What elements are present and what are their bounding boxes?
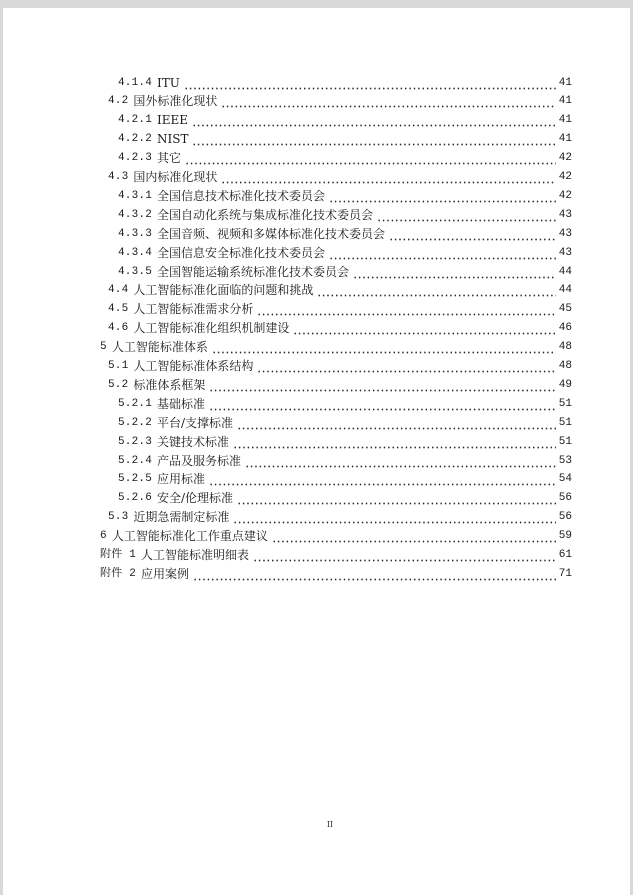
toc-entry-title: 国外标准化现状	[133, 94, 218, 109]
toc-entry-page: 53	[558, 454, 572, 467]
toc-entry	[108, 376, 572, 395]
toc-entry-title: 人工智能标准体系	[111, 340, 208, 355]
toc-entry-title: ITU	[157, 75, 180, 90]
toc-entry-page: 42	[558, 152, 572, 165]
toc-entry-title: 全国信息安全标准化技术委员会	[157, 245, 326, 260]
dot-leader	[185, 149, 556, 168]
toc-entry-page: 44	[558, 265, 572, 278]
toc-entry	[100, 565, 572, 584]
toc-entry	[118, 452, 572, 471]
toc-entry	[108, 281, 572, 300]
toc-entry-number: 4.3.3	[118, 227, 153, 240]
toc-entry	[118, 74, 572, 93]
toc-entry-page: 61	[558, 549, 572, 561]
dot-leader	[221, 168, 555, 187]
toc-entry-number: 5.2.6	[118, 492, 153, 505]
toc-entry	[118, 489, 572, 508]
toc-entry-page: 43	[558, 208, 572, 221]
toc-entry	[108, 168, 572, 187]
toc-entry-number: 4.6	[108, 322, 129, 335]
toc-entry	[118, 111, 572, 130]
toc-entry-number: 4.3.5	[118, 265, 153, 278]
dot-leader	[245, 452, 556, 471]
toc-entry-page: 49	[558, 378, 572, 391]
dot-leader	[193, 565, 556, 584]
toc-entry	[100, 546, 572, 565]
toc-entry-number: 4.3.1	[118, 189, 153, 202]
toc-entry-title: 国内标准化现状	[133, 170, 218, 184]
toc-entry	[118, 225, 572, 244]
toc-entry-page: 44	[558, 284, 572, 297]
toc-entry-number: 6	[100, 530, 107, 543]
toc-entry-page: 56	[558, 492, 572, 505]
dot-leader	[209, 395, 556, 414]
dot-leader	[233, 433, 556, 452]
toc-entry-number: 4.3.2	[118, 208, 153, 221]
toc-entry-title: 人工智能标准体系结构	[133, 359, 254, 373]
toc-entry	[118, 470, 572, 489]
toc-entry-page: 59	[558, 530, 572, 543]
dot-leader	[329, 187, 556, 206]
toc-entry-title: 近期急需制定标准	[133, 510, 230, 525]
toc-entry-page: 51	[558, 416, 572, 429]
dot-leader	[253, 546, 556, 565]
toc-entry-title: 全国信息技术标准化技术委员会	[157, 188, 326, 203]
dot-leader	[257, 300, 555, 319]
toc-entry-number: 5	[100, 341, 107, 354]
dot-leader	[221, 92, 555, 111]
toc-entry	[118, 433, 572, 452]
dot-leader	[293, 319, 555, 338]
toc-entry-number: 4.2.1	[118, 114, 153, 127]
toc-entry-title: 人工智能标准化组织机制建设	[133, 321, 290, 336]
toc-entry-title: IEEE	[157, 113, 189, 128]
toc-entry-number: 5.1	[108, 360, 129, 372]
dot-leader	[353, 263, 556, 282]
toc-entry-number: 4.5	[108, 303, 129, 316]
toc-entry	[118, 187, 572, 206]
toc-entry-page: 43	[558, 227, 572, 240]
toc-entry-title: 其它	[157, 151, 182, 166]
toc-entry-title: 产品及服务标准	[157, 453, 242, 468]
toc-entry-page: 71	[558, 567, 572, 580]
toc-entry-page: 48	[558, 341, 572, 354]
toc-entry-number: 附件 2	[100, 567, 137, 580]
dot-leader	[257, 357, 555, 376]
toc-entry-title: 人工智能标准化面临的问题和挑战	[133, 283, 314, 298]
toc-entry-number: 4.2.2	[118, 133, 153, 146]
page-number: II	[326, 820, 334, 829]
toc-entry	[100, 527, 572, 546]
toc-entry-page: 51	[558, 435, 572, 448]
toc-entry-title: 应用标准	[157, 472, 206, 487]
toc-entry-page: 56	[558, 511, 572, 524]
toc-entry	[108, 508, 572, 527]
toc-entry-title: NIST	[157, 132, 189, 147]
toc-entry	[118, 206, 572, 225]
toc-entry	[118, 395, 572, 414]
toc-entry-page: 42	[558, 171, 572, 183]
toc-entry-page: 43	[558, 246, 572, 259]
dot-leader	[377, 206, 556, 225]
toc-entry-title: 人工智能标准需求分析	[133, 302, 254, 317]
dot-leader	[209, 470, 556, 489]
toc-entry	[108, 92, 572, 111]
toc-entry-number: 5.2	[108, 378, 129, 391]
toc-entry	[100, 338, 572, 357]
toc-entry	[118, 149, 572, 168]
toc-entry-title: 全国自动化系统与集成标准化技术委员会	[157, 207, 374, 222]
dot-leader	[212, 338, 556, 357]
toc-entry-title: 关键技术标准	[157, 434, 230, 449]
toc-entry-title: 平台/支撑标准	[157, 415, 234, 430]
dot-leader	[329, 244, 556, 263]
toc-entry-number: 4.3	[108, 171, 129, 183]
toc-entry	[108, 300, 572, 319]
toc-entry-number: 4.2	[108, 95, 129, 108]
toc-entry-page: 48	[558, 360, 572, 372]
dot-leader	[209, 376, 555, 395]
toc-entry-title: 人工智能标准化工作重点建议	[111, 529, 268, 544]
toc-entry	[108, 319, 572, 338]
toc-entry-number: 4.4	[108, 284, 129, 297]
toc-entry-number: 4.1.4	[118, 76, 153, 89]
toc-entry-number: 附件 1	[100, 549, 137, 561]
toc-entry-title: 基础标准	[157, 396, 206, 411]
dot-leader	[237, 414, 556, 433]
dot-leader	[184, 74, 556, 93]
toc-entry-page: 45	[558, 303, 572, 316]
toc-entry-number: 5.2.2	[118, 416, 153, 429]
toc-entry	[108, 357, 572, 376]
toc-entry	[118, 130, 572, 149]
dot-leader	[272, 527, 556, 546]
dot-leader	[237, 489, 556, 508]
toc-entry-title: 人工智能标准明细表	[141, 548, 250, 562]
toc-entry-page: 41	[558, 114, 572, 127]
toc-entry-number: 5.2.1	[118, 397, 153, 410]
toc-entry-page: 42	[558, 189, 572, 202]
toc-entry-number: 4.2.3	[118, 152, 153, 165]
toc-entry-number: 5.3	[108, 511, 129, 524]
toc-entry	[118, 244, 572, 263]
toc-entry-page: 41	[558, 76, 572, 89]
toc-entry-number: 4.3.4	[118, 246, 153, 259]
toc-entry-page: 54	[558, 473, 572, 486]
toc-entry-number: 5.2.5	[118, 473, 153, 486]
toc-entry-title: 安全/伦理标准	[157, 491, 234, 506]
dot-leader	[192, 130, 555, 149]
dot-leader	[233, 508, 555, 527]
toc-entry	[118, 263, 572, 282]
dot-leader	[389, 225, 556, 244]
dot-leader	[192, 111, 556, 130]
toc-entry-title: 标准体系框架	[133, 377, 206, 392]
toc-entry-title: 全国智能运输系统标准化技术委员会	[157, 264, 350, 279]
toc-entry-page: 51	[558, 397, 572, 410]
dot-leader	[317, 281, 555, 300]
toc-entry-title: 全国音频、视频和多媒体标准化技术委员会	[157, 226, 386, 241]
toc-entry-page: 46	[558, 322, 572, 335]
toc-entry-number: 5.2.3	[118, 435, 153, 448]
toc-entry	[118, 414, 572, 433]
toc-entry-page: 41	[558, 133, 572, 146]
toc-entry-page: 41	[558, 95, 572, 108]
toc-entry-number: 5.2.4	[118, 454, 153, 467]
toc-entry-title: 应用案例	[141, 566, 190, 581]
